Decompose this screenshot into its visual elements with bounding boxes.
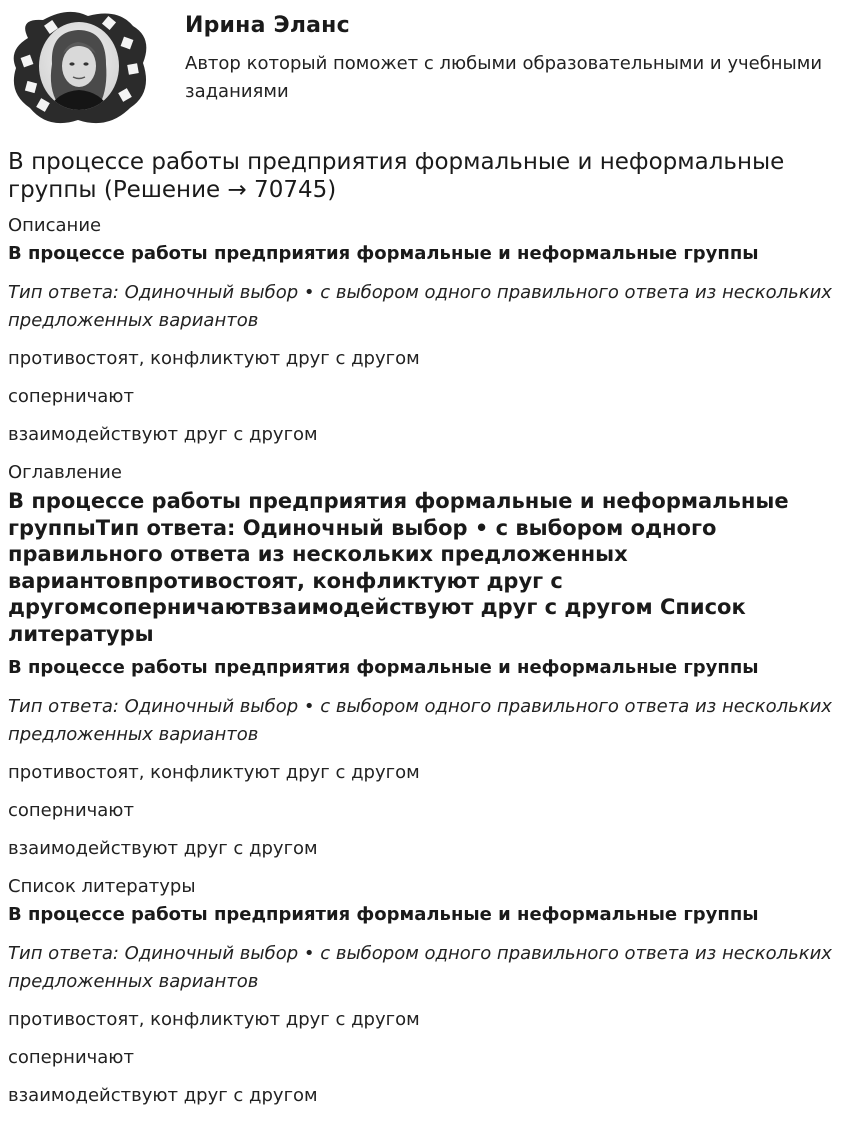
answer-option: взаимодействуют друг с другом	[8, 424, 318, 445]
answer-type-text: Тип ответа: Одиночный выбор • с выбором одного правильного ответа из нескольких предложенных вариантов	[8, 696, 832, 745]
section-label-toc: Оглавление	[8, 462, 122, 483]
author-description: Автор который поможет с любыми образовательными и учебными заданиями	[185, 53, 823, 102]
section-label-literature: Список литературы	[8, 876, 196, 897]
answer-type-text: Тип ответа: Одиночный выбор • с выбором одного правильного ответа из нескольких предложенных вариантов	[8, 943, 832, 992]
author-avatar[interactable]	[8, 8, 150, 126]
question-text: В процессе работы предприятия формальные и неформальные группы	[8, 657, 759, 678]
answer-option: противостоят, конфликтуют друг с другом	[8, 1009, 420, 1030]
author-header	[0, 0, 847, 140]
main-content	[8, 148, 836, 1109]
answer-option: взаимодействуют друг с другом	[8, 1085, 318, 1106]
author-name[interactable]: Ирина Эланс	[185, 13, 350, 38]
answer-option: соперничают	[8, 800, 134, 821]
literature-section	[8, 874, 836, 1109]
answer-option: взаимодействуют друг с другом	[8, 838, 318, 859]
section-label-description: Описание	[8, 215, 102, 236]
answer-option: противостоят, конфликтуют друг с другом	[8, 762, 420, 783]
question-text: В процессе работы предприятия формальные и неформальные группы	[8, 904, 759, 925]
question-text: В процессе работы предприятия формальные и неформальные группы	[8, 243, 759, 264]
page-title: В процессе работы предприятия формальные и неформальные группы (Решение → 70745)	[8, 149, 785, 203]
toc-section	[8, 460, 836, 862]
answer-option: соперничают	[8, 1047, 134, 1068]
answer-option: противостоят, конфликтуют друг с другом	[8, 348, 420, 369]
description-section	[8, 213, 836, 448]
answer-option: соперничают	[8, 386, 134, 407]
toc-summary: В процессе работы предприятия формальные и неформальные группыТип ответа: Одиночный выбор • с выбором одного правильного ответа из нескольких предложенных вариантовпротивостоят, конфликтуют друг с другомсоперничаютвзаимодействуют друг с другом Список литературы	[8, 489, 789, 646]
answer-type-text: Тип ответа: Одиночный выбор • с выбором одного правильного ответа из нескольких предложенных вариантов	[8, 282, 832, 331]
